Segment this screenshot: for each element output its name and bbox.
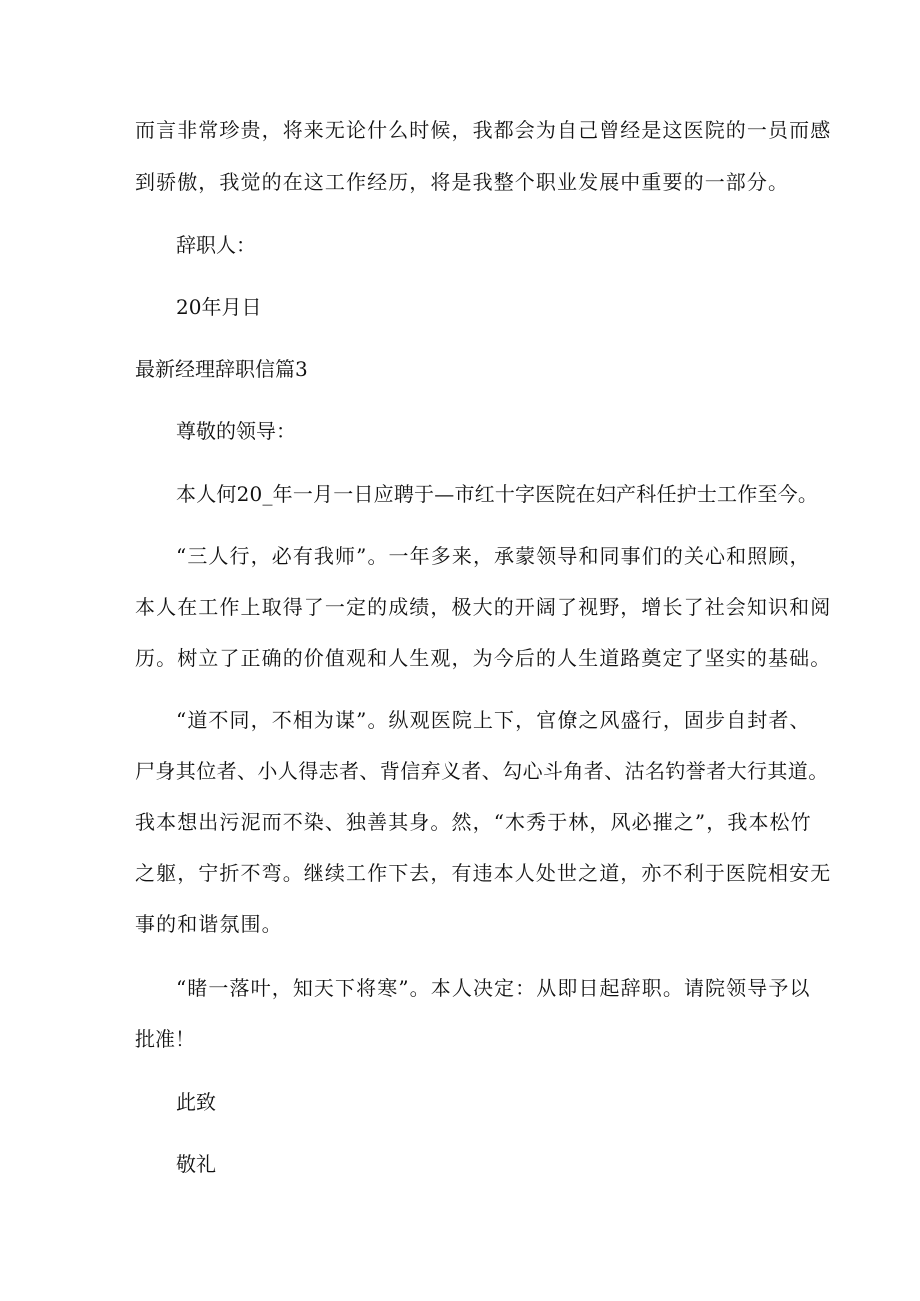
paragraph-line: 历。树立了正确的价值观和人生观，为今后的人生道路奠定了坚实的基础。 [135, 646, 832, 670]
paragraph-line: 到骄傲，我觉的在这工作经历，将是我整个职业发展中重要的一部分。 [135, 170, 790, 194]
paragraph-line: “三人行，必有我师”。一年多来，承蒙领导和同事们的关心和照顾， [176, 544, 811, 568]
paragraph-line: 而言非常珍贵，将来无论什么时候，我都会为自己曾经是这医院的一员而感 [135, 118, 832, 142]
paragraph-line: 之躯，宁折不弯。继续工作下去，有违本人处世之道，亦不利于医院相安无 [135, 861, 832, 885]
closing-line: 此致 [176, 1090, 216, 1114]
paragraph-line: 尸身其位者、小人得志者、背信弃义者、勾心斗角者、沽名钓誉者大行其道。 [135, 759, 829, 783]
salutation: 尊敬的领导： [176, 419, 296, 443]
signature-label: 辞职人： [176, 233, 256, 257]
paragraph-line: “道不同，不相为谋”。纵观医院上下，官僚之风盛行，固步自封者、 [176, 708, 811, 732]
section-title: 最新经理辞职信篇3 [135, 357, 308, 381]
paragraph-line: 我本想出污泥而不染、独善其身。然，“木秀于林，风必摧之”，我本松竹 [135, 810, 812, 834]
date-line: 20年月日 [176, 295, 262, 319]
paragraph-line: 本人何20_年一月一日应聘于—市红十字医院在妇产科任护士工作至今。 [176, 482, 819, 506]
paragraph-line: 事的和谐氛围。 [135, 912, 283, 936]
closing-line: 敬礼 [176, 1152, 216, 1176]
paragraph-line: 批准！ [135, 1027, 195, 1051]
paragraph-line: 本人在工作上取得了一定的成绩，极大的开阔了视野，增长了社会知识和阅 [135, 595, 832, 619]
paragraph-line: “睹一落叶，知天下将寒”。本人决定：从即日起辞职。请院领导予以 [176, 976, 811, 1000]
